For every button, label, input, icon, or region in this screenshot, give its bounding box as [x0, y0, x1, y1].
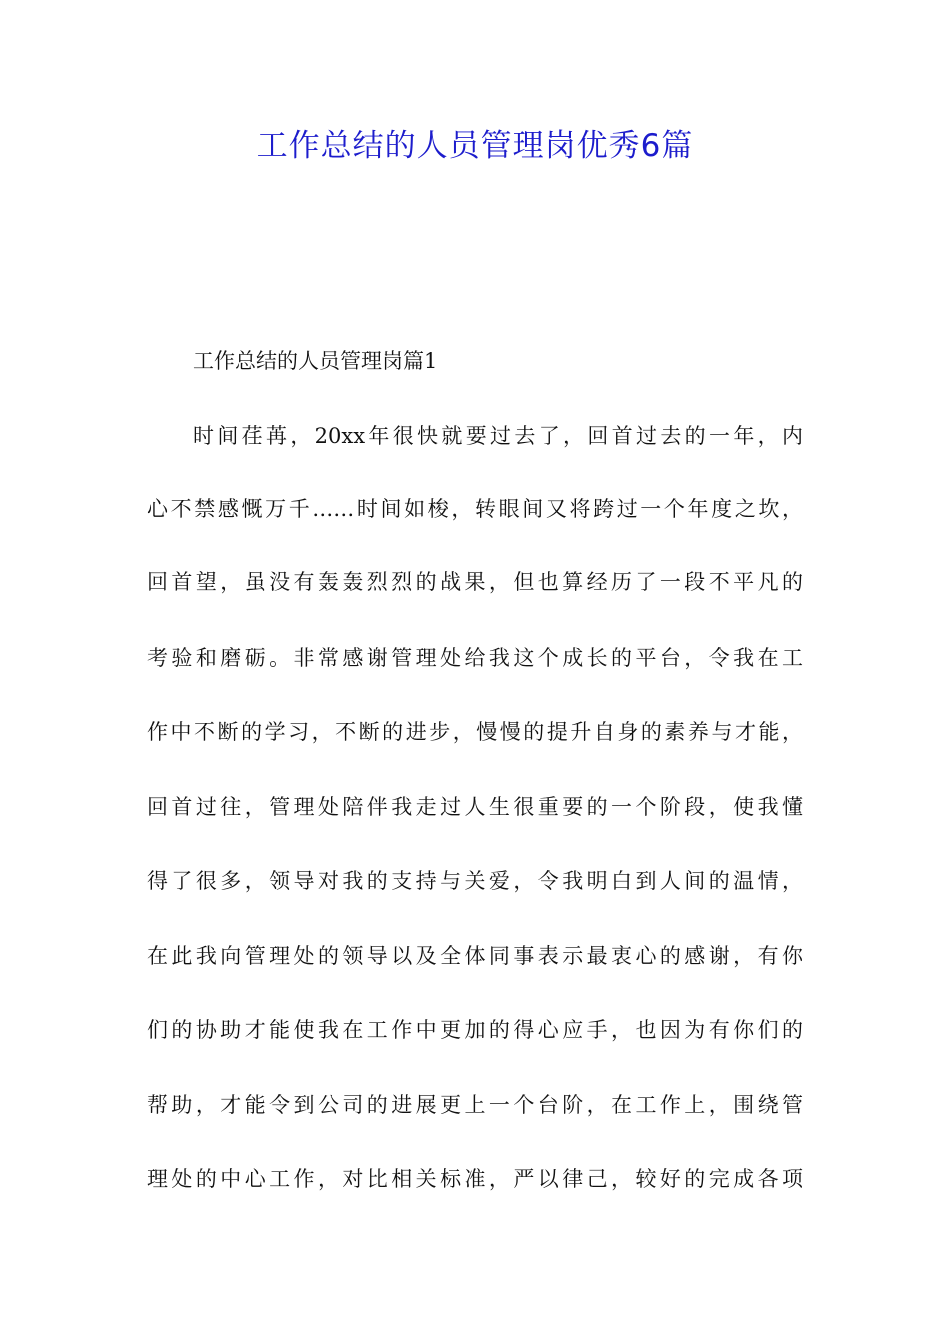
section-heading: 工作总结的人员管理岗篇1	[193, 349, 438, 373]
paragraph-line: 在此我向管理处的领导以及全体同事表示最衷心的感谢，有你	[147, 944, 803, 968]
paragraph-line: 考验和磨砺。非常感谢管理处给我这个成长的平台，令我在工	[147, 646, 803, 670]
paragraph-line: 回首过往，管理处陪伴我走过人生很重要的一个阶段，使我懂	[147, 795, 803, 819]
paragraph-line: 作中不断的学习，不断的进步，慢慢的提升自身的素养与才能，	[147, 720, 803, 744]
paragraph-line: 时间荏苒，20xx年很快就要过去了，回首过去的一年，内	[193, 424, 803, 448]
paragraph-line: 心不禁感慨万千……时间如梭，转眼间又将跨过一个年度之坎，	[147, 497, 803, 521]
paragraph-line: 帮助，才能令到公司的进展更上一个台阶，在工作上，围绕管	[147, 1093, 803, 1117]
paragraph-line: 回首望，虽没有轰轰烈烈的战果，但也算经历了一段不平凡的	[147, 570, 803, 594]
paragraph-line: 得了很多，领导对我的支持与关爱，令我明白到人间的温情，	[147, 869, 803, 893]
document-title: 工作总结的人员管理岗优秀6篇	[256, 128, 694, 164]
paragraph-line: 们的协助才能使我在工作中更加的得心应手，也因为有你们的	[147, 1018, 803, 1042]
paragraph-line: 理处的中心工作，对比相关标准，严以律己，较好的完成各项	[147, 1167, 803, 1191]
